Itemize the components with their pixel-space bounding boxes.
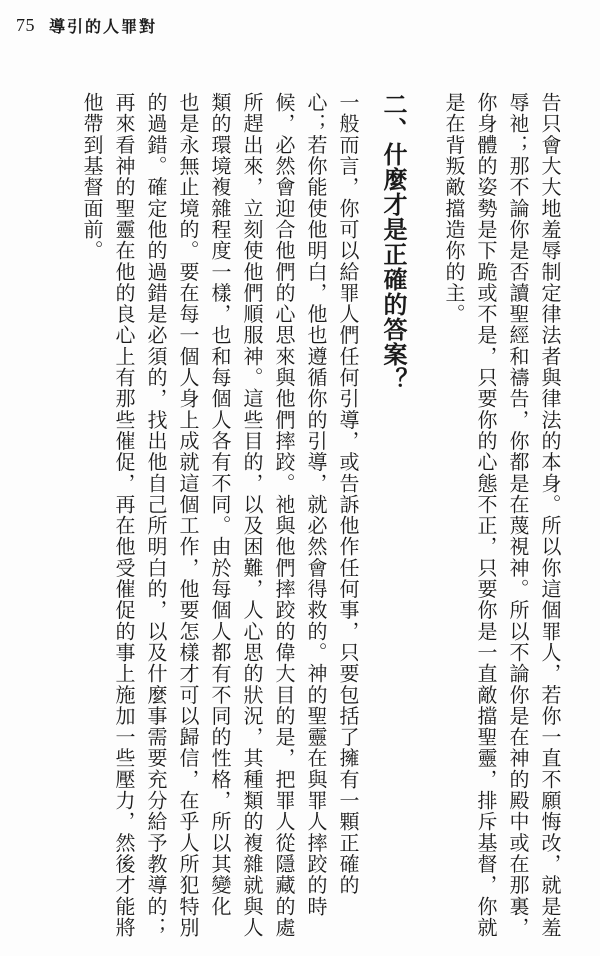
running-title: 導引的人罪對 (49, 16, 158, 36)
text-column: 心；若你能使他明白，他也遵循你的引導，就必然會得救的。神的聖靈在與罪人摔跤的時 (304, 92, 328, 917)
text-column: 他帶到基督面前。 (80, 92, 104, 262)
page-header (16, 10, 157, 40)
text-column: 的過錯。確定他的過錯是必須的，找出他自己所明白的，以及什麼事需要充分給予教導的； (144, 92, 168, 938)
vertical-text-body (76, 92, 566, 952)
text-column: 是在背叛敵擋造你的主。 (442, 92, 466, 325)
text-column: 類的環境複雜程度一樣，也和每個人各有不同。由於每個人都有不同的性格，所以其變化 (208, 92, 232, 917)
text-column: 所趕出來，立刻使他們順服神。這些目的，以及困難，人心思的狀況，其種類的複雜就與人 (240, 92, 264, 938)
text-column: 一般而言，你可以給罪人們任何引導，或告訴他作任何事，只要包括了擁有一顆正確的 (336, 92, 360, 896)
text-column: 辱祂；那不論你是否讀聖經和禱告，你都是在蔑視神。所以不論你是在神的殿中或在那裏， (506, 92, 530, 938)
text-column: 也是永無止境的。要在每一個人身上成就這個工作，他要怎樣才可以歸信，在乎人所犯特別 (176, 92, 200, 938)
section-heading: 二、什麼才是正確的答案？ (379, 92, 407, 392)
text-column: 你身體的姿勢是下跪或不是，只要你的心態不正，只要你是一直敵擋聖靈，排斥基督，你就 (474, 92, 498, 938)
page-number: 75 (16, 14, 35, 35)
text-column: 再來看神的聖靈在他的良心上有那些催促，再在他受催促的事上施加一些壓力，然後才能將 (112, 92, 136, 938)
text-column: 候，必然會迎合他們的心思來與他們摔跤。祂與他們摔跤的偉大目的是，把罪人從隱藏的處 (272, 92, 296, 938)
text-column: 告只會大大地羞辱制定律法者與律法的本身。所以你這個罪人，若你一直不願悔改，就是羞 (538, 92, 562, 938)
